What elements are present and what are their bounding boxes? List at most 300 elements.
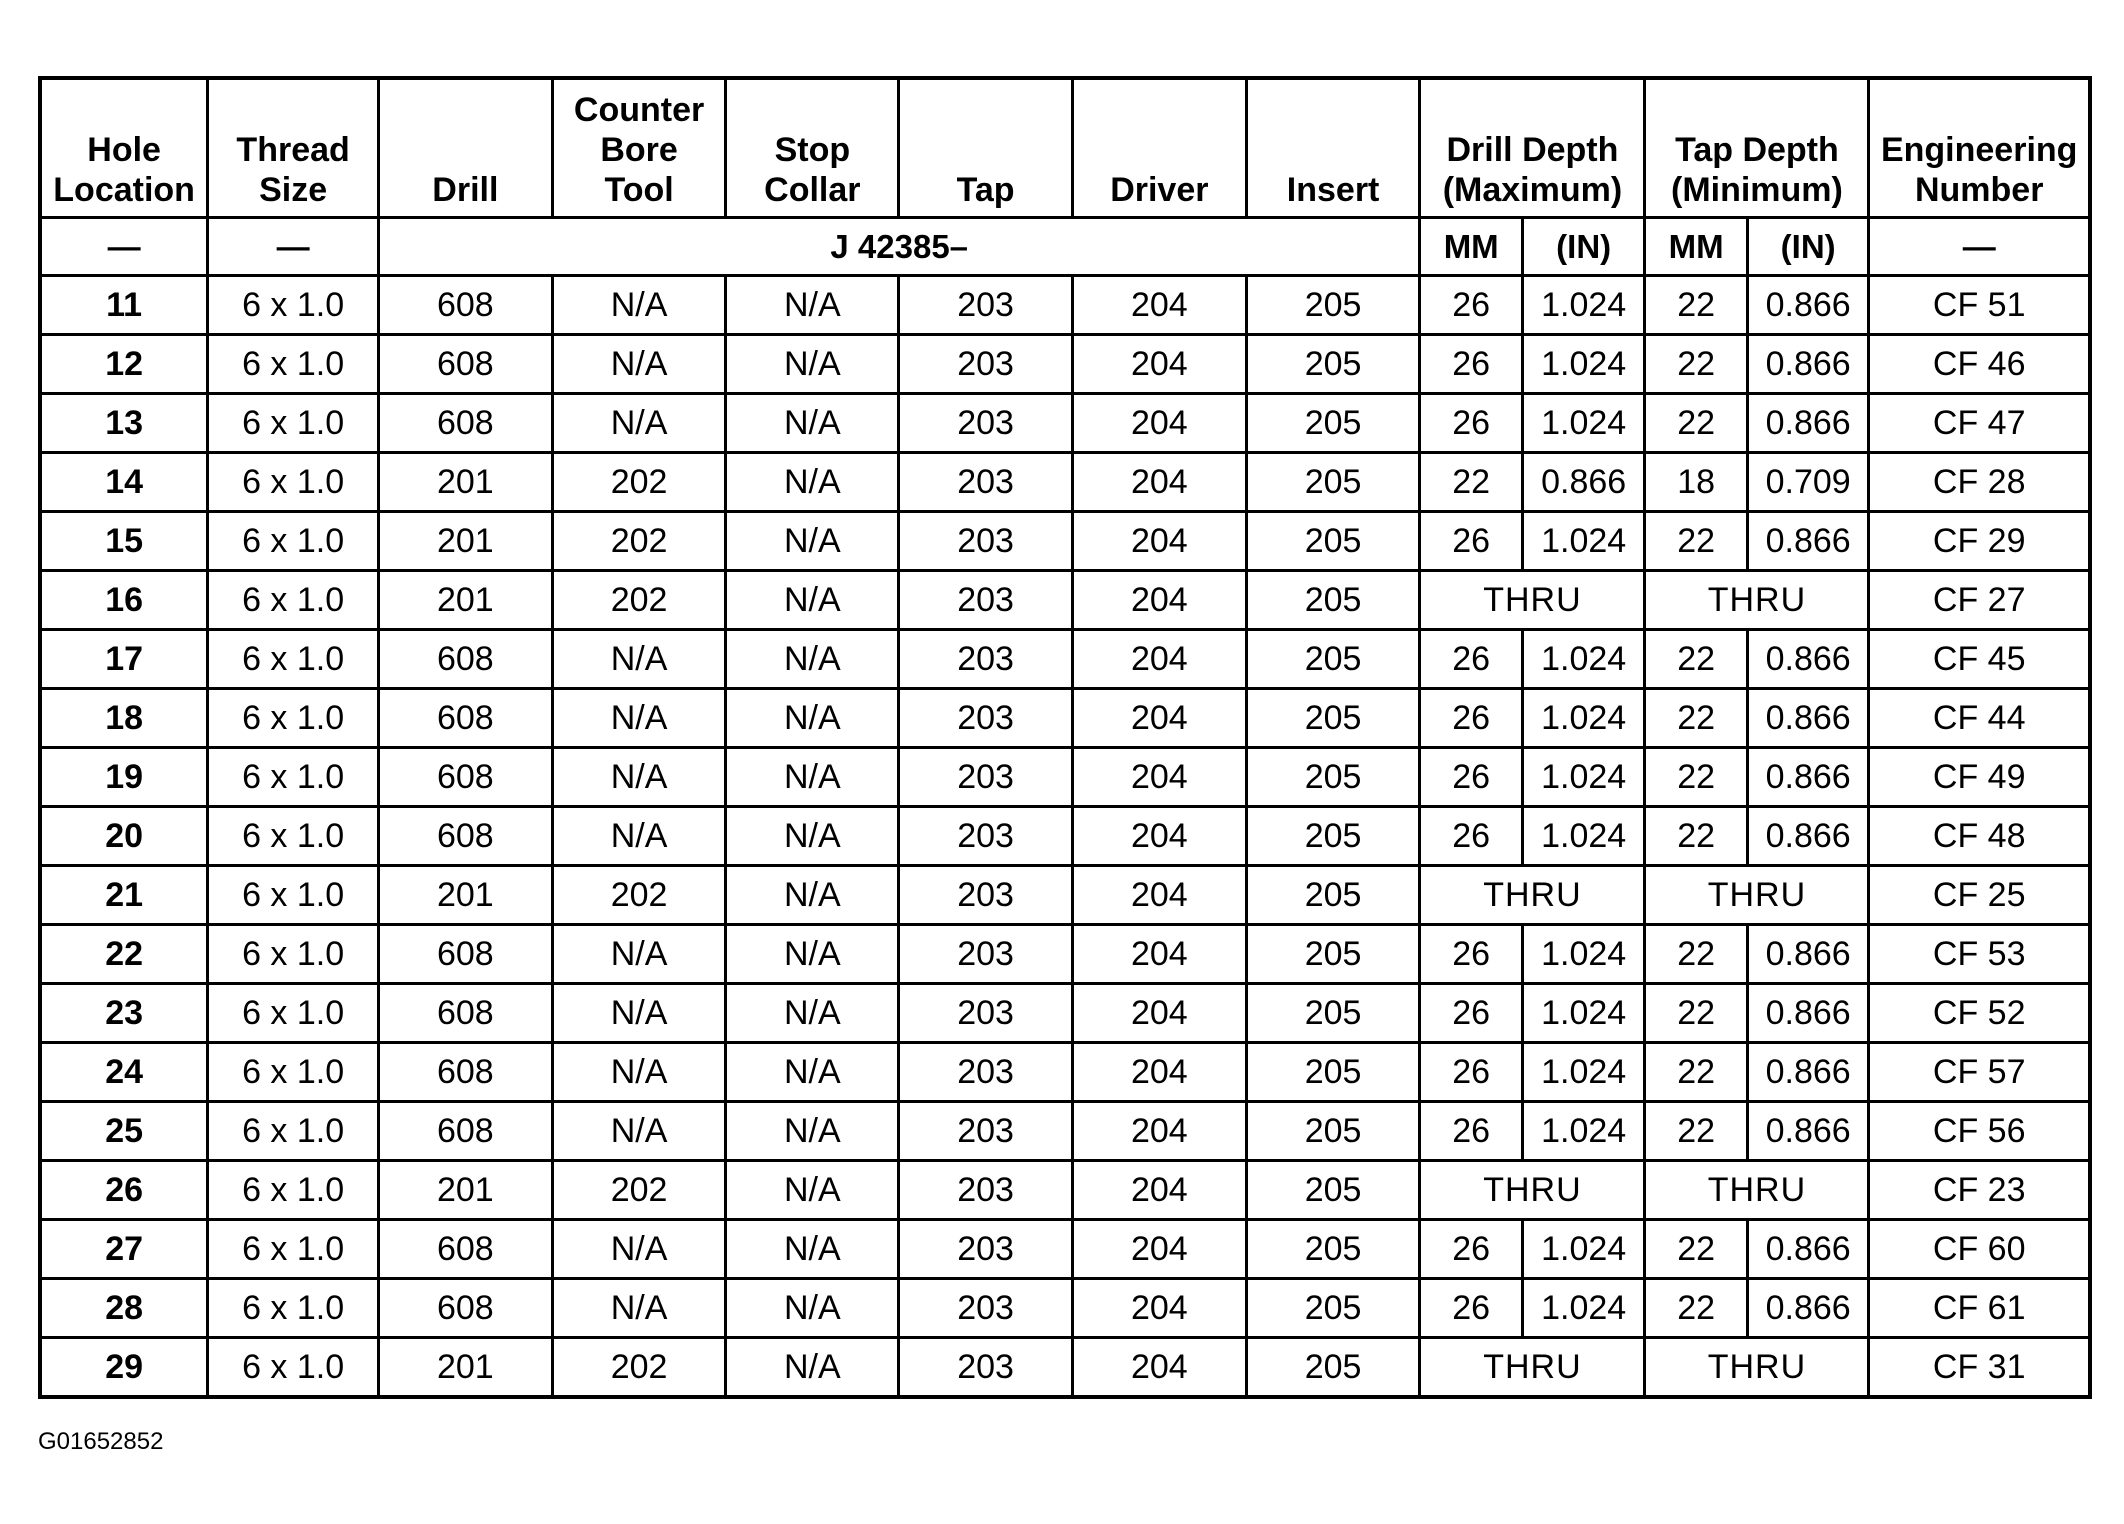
drill-cell: 608 (378, 276, 552, 335)
hole-location-cell: 28 (40, 1279, 208, 1338)
hole-location-cell: 19 (40, 748, 208, 807)
driver-cell: 204 (1072, 571, 1246, 630)
stop-collar-cell: N/A (726, 1279, 899, 1338)
engineering-number-cell: CF 56 (1869, 1102, 2090, 1161)
thread-size-cell: 6 x 1.0 (208, 807, 379, 866)
thread-size-cell: 6 x 1.0 (208, 453, 379, 512)
tap-cell: 203 (899, 1161, 1073, 1220)
header-thread-size-line-1: Thread (236, 131, 350, 169)
table-row (40, 1161, 2090, 1220)
tap-depth-mm-cell: 22 (1645, 984, 1747, 1043)
driver-cell: 204 (1072, 1338, 1246, 1398)
tap-cell: 203 (899, 984, 1073, 1043)
drill-depth-cell: THRU (1420, 1338, 1645, 1398)
header-insert (1246, 78, 1420, 218)
table-row (40, 1220, 2090, 1279)
tap-cell: 203 (899, 1043, 1073, 1102)
header-hole-location-line-2: Location (53, 171, 195, 209)
header-tap-depth-line-2: (Minimum) (1671, 171, 1843, 209)
header-drill-depth (1420, 78, 1645, 218)
tap-depth-in-cell: 0.866 (1747, 276, 1869, 335)
engineering-number-cell: CF 44 (1869, 689, 2090, 748)
tap-cell: 203 (899, 866, 1073, 925)
table-row (40, 1102, 2090, 1161)
drill-cell: 608 (378, 1279, 552, 1338)
hole-location-cell: 29 (40, 1338, 208, 1398)
tap-cell: 203 (899, 1279, 1073, 1338)
header-tap-line-1: Tap (956, 171, 1015, 209)
table-row (40, 807, 2090, 866)
tap-depth-mm-cell: 22 (1645, 335, 1747, 394)
drill-depth-mm-cell: 26 (1420, 689, 1522, 748)
hole-location-cell: 13 (40, 394, 208, 453)
counter-bore-tool-cell: N/A (552, 630, 726, 689)
tap-depth-mm-cell: 22 (1645, 1102, 1747, 1161)
tap-depth-mm-cell: 22 (1645, 689, 1747, 748)
table-row (40, 512, 2090, 571)
thread-size-cell: 6 x 1.0 (208, 512, 379, 571)
hole-location-cell: 25 (40, 1102, 208, 1161)
insert-cell: 205 (1246, 748, 1420, 807)
tap-cell: 203 (899, 748, 1073, 807)
header-drill (378, 78, 552, 218)
thread-size-cell: 6 x 1.0 (208, 335, 379, 394)
table-row (40, 1279, 2090, 1338)
drill-depth-in-cell: 1.024 (1522, 512, 1645, 571)
drill-depth-mm-cell: 22 (1420, 453, 1522, 512)
insert-cell: 205 (1246, 1161, 1420, 1220)
engineering-number-cell: CF 48 (1869, 807, 2090, 866)
insert-cell: 205 (1246, 984, 1420, 1043)
drill-cell: 201 (378, 512, 552, 571)
drill-cell: 201 (378, 571, 552, 630)
driver-cell: 204 (1072, 1102, 1246, 1161)
tap-cell: 203 (899, 512, 1073, 571)
stop-collar-cell: N/A (726, 807, 899, 866)
tap-depth-in-cell: 0.866 (1747, 689, 1869, 748)
tap-cell: 203 (899, 630, 1073, 689)
drill-depth-in-cell: 1.024 (1522, 1102, 1645, 1161)
counter-bore-tool-cell: 202 (552, 571, 726, 630)
tap-depth-in-cell: 0.866 (1747, 925, 1869, 984)
drill-cell: 608 (378, 394, 552, 453)
thread-size-cell: 6 x 1.0 (208, 276, 379, 335)
stop-collar-cell: N/A (726, 1161, 899, 1220)
tap-cell: 203 (899, 1102, 1073, 1161)
tap-cell: 203 (899, 571, 1073, 630)
tap-depth-in-cell: 0.866 (1747, 394, 1869, 453)
stop-collar-cell: N/A (726, 335, 899, 394)
thread-size-cell: 6 x 1.0 (208, 689, 379, 748)
drill-cell: 608 (378, 1043, 552, 1102)
header-counter-bore-tool-line-3: Tool (604, 171, 674, 209)
hole-location-cell: 18 (40, 689, 208, 748)
hole-location-cell: 26 (40, 1161, 208, 1220)
tap-cell: 203 (899, 689, 1073, 748)
header-drill-depth-line-2: (Maximum) (1442, 171, 1623, 209)
engineering-number-cell: CF 23 (1869, 1161, 2090, 1220)
tap-depth-in-cell: 0.866 (1747, 748, 1869, 807)
header-thread-size (208, 78, 379, 218)
thread-size-cell: 6 x 1.0 (208, 748, 379, 807)
insert-cell: 205 (1246, 630, 1420, 689)
stop-collar-cell: N/A (726, 689, 899, 748)
stop-collar-cell: N/A (726, 925, 899, 984)
unit-drill-depth-mm: MM (1420, 218, 1522, 276)
stop-collar-cell: N/A (726, 276, 899, 335)
stop-collar-cell: N/A (726, 1338, 899, 1398)
stop-collar-cell: N/A (726, 630, 899, 689)
stop-collar-cell: N/A (726, 1102, 899, 1161)
driver-cell: 204 (1072, 748, 1246, 807)
counter-bore-tool-cell: N/A (552, 276, 726, 335)
counter-bore-tool-cell: N/A (552, 1279, 726, 1338)
thread-size-cell: 6 x 1.0 (208, 1338, 379, 1398)
tap-depth-mm-cell: 22 (1645, 276, 1747, 335)
insert-cell: 205 (1246, 925, 1420, 984)
driver-cell: 204 (1072, 276, 1246, 335)
drill-depth-mm-cell: 26 (1420, 1102, 1522, 1161)
tap-depth-mm-cell: 22 (1645, 1220, 1747, 1279)
header-drill-line-1: Drill (432, 171, 499, 209)
counter-bore-tool-cell: N/A (552, 807, 726, 866)
table-row (40, 689, 2090, 748)
tap-depth-in-cell: 0.866 (1747, 1043, 1869, 1102)
column-header-row (40, 78, 2090, 218)
engineering-number-cell: CF 46 (1869, 335, 2090, 394)
drill-depth-in-cell: 1.024 (1522, 1043, 1645, 1102)
drill-cell: 608 (378, 925, 552, 984)
hole-location-cell: 24 (40, 1043, 208, 1102)
tap-cell: 203 (899, 807, 1073, 866)
drill-cell: 608 (378, 1220, 552, 1279)
tap-depth-cell: THRU (1645, 571, 1869, 630)
tap-cell: 203 (899, 276, 1073, 335)
drill-depth-mm-cell: 26 (1420, 1043, 1522, 1102)
counter-bore-tool-cell: N/A (552, 335, 726, 394)
header-tap-depth-line-1: Tap Depth (1675, 131, 1839, 169)
drill-depth-mm-cell: 26 (1420, 1220, 1522, 1279)
table-row (40, 276, 2090, 335)
stop-collar-cell: N/A (726, 984, 899, 1043)
engineering-number-cell: CF 29 (1869, 512, 2090, 571)
drill-cell: 201 (378, 866, 552, 925)
unit-tap-depth-mm: MM (1645, 218, 1747, 276)
drill-cell: 608 (378, 689, 552, 748)
table-row (40, 748, 2090, 807)
driver-cell: 204 (1072, 394, 1246, 453)
hole-location-cell: 22 (40, 925, 208, 984)
drill-depth-in-cell: 1.024 (1522, 394, 1645, 453)
counter-bore-tool-cell: N/A (552, 1220, 726, 1279)
driver-cell: 204 (1072, 1279, 1246, 1338)
header-engineering-number-line-1: Engineering (1880, 131, 2078, 169)
tap-depth-mm-cell: 22 (1645, 512, 1747, 571)
insert-cell: 205 (1246, 1279, 1420, 1338)
thread-size-cell: 6 x 1.0 (208, 394, 379, 453)
drill-depth-in-cell: 0.866 (1522, 453, 1645, 512)
tap-cell: 203 (899, 1220, 1073, 1279)
engineering-number-cell: CF 51 (1869, 276, 2090, 335)
hole-location-cell: 15 (40, 512, 208, 571)
drill-depth-in-cell: 1.024 (1522, 984, 1645, 1043)
tap-depth-in-cell: 0.866 (1747, 630, 1869, 689)
insert-cell: 205 (1246, 335, 1420, 394)
stop-collar-cell: N/A (726, 748, 899, 807)
drill-cell: 201 (378, 453, 552, 512)
counter-bore-tool-cell: N/A (552, 748, 726, 807)
tap-cell: 203 (899, 1338, 1073, 1398)
counter-bore-tool-cell: 202 (552, 1338, 726, 1398)
hole-location-cell: 23 (40, 984, 208, 1043)
hole-location-cell: 27 (40, 1220, 208, 1279)
driver-cell: 204 (1072, 984, 1246, 1043)
counter-bore-tool-cell: N/A (552, 689, 726, 748)
tap-cell: 203 (899, 335, 1073, 394)
drill-depth-mm-cell: 26 (1420, 630, 1522, 689)
thread-size-cell: 6 x 1.0 (208, 984, 379, 1043)
hole-location-cell: 20 (40, 807, 208, 866)
header-tap (899, 78, 1073, 218)
unit-row (40, 218, 2090, 276)
header-driver (1072, 78, 1246, 218)
thread-size-cell: 6 x 1.0 (208, 630, 379, 689)
table-row (40, 1338, 2090, 1398)
stop-collar-cell: N/A (726, 1043, 899, 1102)
header-hole-location (40, 78, 208, 218)
drill-depth-cell: THRU (1420, 866, 1645, 925)
tap-depth-mm-cell: 22 (1645, 1279, 1747, 1338)
drill-depth-cell: THRU (1420, 571, 1645, 630)
tap-depth-in-cell: 0.866 (1747, 1102, 1869, 1161)
tap-depth-mm-cell: 18 (1645, 453, 1747, 512)
insert-cell: 205 (1246, 512, 1420, 571)
engineering-number-cell: CF 53 (1869, 925, 2090, 984)
stop-collar-cell: N/A (726, 453, 899, 512)
driver-cell: 204 (1072, 335, 1246, 394)
hole-location-cell: 21 (40, 866, 208, 925)
thread-size-cell: 6 x 1.0 (208, 1220, 379, 1279)
tap-depth-cell: THRU (1645, 1338, 1869, 1398)
counter-bore-tool-cell: 202 (552, 453, 726, 512)
hole-location-cell: 12 (40, 335, 208, 394)
tap-depth-mm-cell: 22 (1645, 394, 1747, 453)
tap-depth-in-cell: 0.866 (1747, 1279, 1869, 1338)
drill-cell: 608 (378, 984, 552, 1043)
thread-size-cell: 6 x 1.0 (208, 571, 379, 630)
hole-location-cell: 17 (40, 630, 208, 689)
engineering-number-cell: CF 52 (1869, 984, 2090, 1043)
driver-cell: 204 (1072, 1220, 1246, 1279)
hole-location-cell: 11 (40, 276, 208, 335)
table-row (40, 335, 2090, 394)
insert-cell: 205 (1246, 1338, 1420, 1398)
unit-engineering-number: — (1869, 218, 2090, 276)
engineering-number-cell: CF 60 (1869, 1220, 2090, 1279)
engineering-number-cell: CF 31 (1869, 1338, 2090, 1398)
drill-depth-in-cell: 1.024 (1522, 630, 1645, 689)
driver-cell: 204 (1072, 453, 1246, 512)
stop-collar-cell: N/A (726, 1220, 899, 1279)
table-row (40, 453, 2090, 512)
tap-depth-mm-cell: 22 (1645, 1043, 1747, 1102)
table-row (40, 571, 2090, 630)
drill-depth-in-cell: 1.024 (1522, 925, 1645, 984)
driver-cell: 204 (1072, 866, 1246, 925)
drill-depth-mm-cell: 26 (1420, 512, 1522, 571)
stop-collar-cell: N/A (726, 394, 899, 453)
tap-depth-in-cell: 0.866 (1747, 512, 1869, 571)
counter-bore-tool-cell: 202 (552, 1161, 726, 1220)
insert-cell: 205 (1246, 1220, 1420, 1279)
drill-depth-mm-cell: 26 (1420, 276, 1522, 335)
header-hole-location-line-1: Hole (87, 131, 161, 169)
thread-size-cell: 6 x 1.0 (208, 1279, 379, 1338)
thread-repair-spec-table (38, 76, 2092, 1399)
insert-cell: 205 (1246, 394, 1420, 453)
header-stop-collar-line-2: Collar (764, 171, 861, 209)
engineering-number-cell: CF 61 (1869, 1279, 2090, 1338)
tap-depth-mm-cell: 22 (1645, 748, 1747, 807)
header-engineering-number-line-2: Number (1914, 171, 2044, 209)
counter-bore-tool-cell: N/A (552, 1102, 726, 1161)
drill-depth-mm-cell: 26 (1420, 335, 1522, 394)
table-row (40, 984, 2090, 1043)
spec-table-body (40, 276, 2090, 1398)
drill-depth-mm-cell: 26 (1420, 925, 1522, 984)
drill-depth-in-cell: 1.024 (1522, 1220, 1645, 1279)
drill-cell: 608 (378, 748, 552, 807)
unit-tap-depth-in: (IN) (1747, 218, 1869, 276)
stop-collar-cell: N/A (726, 512, 899, 571)
drill-depth-mm-cell: 26 (1420, 984, 1522, 1043)
tap-depth-mm-cell: 22 (1645, 807, 1747, 866)
counter-bore-tool-cell: N/A (552, 984, 726, 1043)
drill-cell: 201 (378, 1338, 552, 1398)
tap-depth-in-cell: 0.866 (1747, 1220, 1869, 1279)
hole-location-cell: 16 (40, 571, 208, 630)
counter-bore-tool-cell: N/A (552, 394, 726, 453)
drill-depth-in-cell: 1.024 (1522, 1279, 1645, 1338)
table-row (40, 1043, 2090, 1102)
drill-cell: 201 (378, 1161, 552, 1220)
engineering-number-cell: CF 27 (1869, 571, 2090, 630)
insert-cell: 205 (1246, 807, 1420, 866)
engineering-number-cell: CF 25 (1869, 866, 2090, 925)
header-counter-bore-tool-line-2: Bore (600, 131, 678, 169)
thread-size-cell: 6 x 1.0 (208, 866, 379, 925)
thread-size-cell: 6 x 1.0 (208, 1102, 379, 1161)
driver-cell: 204 (1072, 630, 1246, 689)
header-insert-line-1: Insert (1286, 171, 1380, 209)
stop-collar-cell: N/A (726, 571, 899, 630)
insert-cell: 205 (1246, 453, 1420, 512)
insert-cell: 205 (1246, 1102, 1420, 1161)
counter-bore-tool-cell: N/A (552, 925, 726, 984)
engineering-number-cell: CF 45 (1869, 630, 2090, 689)
drill-cell: 608 (378, 335, 552, 394)
table-row (40, 925, 2090, 984)
counter-bore-tool-cell: N/A (552, 1043, 726, 1102)
engineering-number-cell: CF 49 (1869, 748, 2090, 807)
table-row (40, 866, 2090, 925)
tap-depth-mm-cell: 22 (1645, 630, 1747, 689)
driver-cell: 204 (1072, 1043, 1246, 1102)
unit-thread-size: — (208, 218, 379, 276)
thread-size-cell: 6 x 1.0 (208, 1043, 379, 1102)
tap-cell: 203 (899, 394, 1073, 453)
insert-cell: 205 (1246, 276, 1420, 335)
drill-depth-mm-cell: 26 (1420, 394, 1522, 453)
driver-cell: 204 (1072, 1161, 1246, 1220)
header-engineering-number (1869, 78, 2090, 218)
drill-depth-mm-cell: 26 (1420, 748, 1522, 807)
tap-depth-mm-cell: 22 (1645, 925, 1747, 984)
drill-depth-mm-cell: 26 (1420, 807, 1522, 866)
tap-depth-cell: THRU (1645, 866, 1869, 925)
header-stop-collar (726, 78, 899, 218)
drill-cell: 608 (378, 807, 552, 866)
driver-cell: 204 (1072, 512, 1246, 571)
drill-depth-mm-cell: 26 (1420, 1279, 1522, 1338)
table-row (40, 394, 2090, 453)
hole-location-cell: 14 (40, 453, 208, 512)
header-driver-line-1: Driver (1110, 171, 1209, 209)
drill-depth-in-cell: 1.024 (1522, 748, 1645, 807)
unit-drill-depth-in: (IN) (1522, 218, 1645, 276)
tap-depth-in-cell: 0.709 (1747, 453, 1869, 512)
drill-depth-cell: THRU (1420, 1161, 1645, 1220)
header-thread-size-line-2: Size (259, 171, 328, 209)
counter-bore-tool-cell: 202 (552, 866, 726, 925)
unit-hole-location: — (40, 218, 208, 276)
header-counter-bore-tool (552, 78, 726, 218)
tap-cell: 203 (899, 925, 1073, 984)
header-drill-depth-line-1: Drill Depth (1446, 131, 1619, 169)
tool-kit-number: J 42385– (378, 218, 1420, 276)
engineering-number-cell: CF 47 (1869, 394, 2090, 453)
engineering-number-cell: CF 28 (1869, 453, 2090, 512)
insert-cell: 205 (1246, 866, 1420, 925)
insert-cell: 205 (1246, 571, 1420, 630)
tap-depth-in-cell: 0.866 (1747, 984, 1869, 1043)
thread-size-cell: 6 x 1.0 (208, 1161, 379, 1220)
insert-cell: 205 (1246, 1043, 1420, 1102)
drill-cell: 608 (378, 1102, 552, 1161)
header-tap-depth (1645, 78, 1869, 218)
header-stop-collar-line-1: Stop (774, 131, 851, 169)
drill-depth-in-cell: 1.024 (1522, 276, 1645, 335)
tap-depth-in-cell: 0.866 (1747, 335, 1869, 394)
counter-bore-tool-cell: 202 (552, 512, 726, 571)
insert-cell: 205 (1246, 689, 1420, 748)
header-counter-bore-tool-line-1: Counter (573, 91, 705, 129)
thread-size-cell: 6 x 1.0 (208, 925, 379, 984)
stop-collar-cell: N/A (726, 866, 899, 925)
tap-depth-in-cell: 0.866 (1747, 807, 1869, 866)
drill-depth-in-cell: 1.024 (1522, 807, 1645, 866)
engineering-number-cell: CF 57 (1869, 1043, 2090, 1102)
driver-cell: 204 (1072, 807, 1246, 866)
tap-depth-cell: THRU (1645, 1161, 1869, 1220)
drill-depth-in-cell: 1.024 (1522, 335, 1645, 394)
drill-depth-in-cell: 1.024 (1522, 689, 1645, 748)
driver-cell: 204 (1072, 925, 1246, 984)
drill-cell: 608 (378, 630, 552, 689)
figure-id: G01652852 (38, 1428, 164, 1455)
tap-cell: 203 (899, 453, 1073, 512)
driver-cell: 204 (1072, 689, 1246, 748)
